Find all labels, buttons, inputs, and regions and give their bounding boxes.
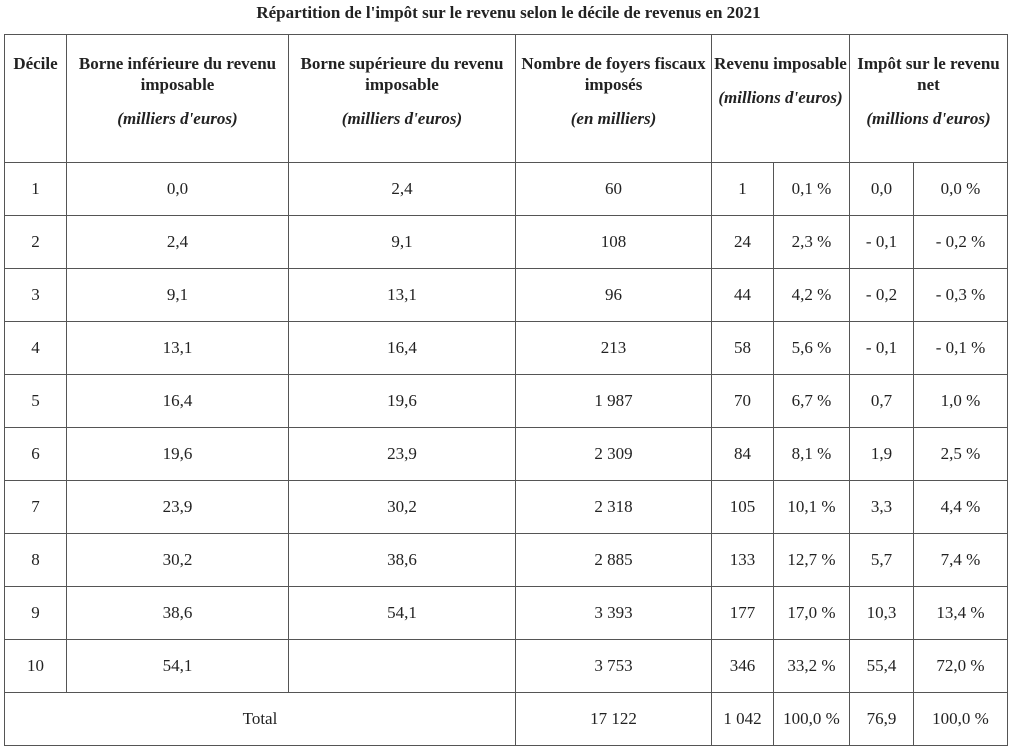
header-net-tax: Impôt sur le revenu net (millions d'euros) [850, 35, 1008, 163]
cell-lower-bound: 16,4 [67, 375, 289, 428]
cell-tax: 1,9 [850, 428, 914, 481]
cell-decile: 8 [5, 534, 67, 587]
cell-tax: 10,3 [850, 587, 914, 640]
cell-tax-pct: 0,0 % [914, 163, 1008, 216]
cell-households: 60 [516, 163, 712, 216]
total-income-pct: 100,0 % [774, 693, 850, 746]
header-upper-bound: Borne supérieure du revenu imposable (milliers d'euros) [289, 35, 516, 163]
cell-upper-bound: 2,4 [289, 163, 516, 216]
total-income: 1 042 [712, 693, 774, 746]
table-row [5, 481, 1008, 534]
cell-income: 133 [712, 534, 774, 587]
cell-households: 2 885 [516, 534, 712, 587]
table-row [5, 163, 1008, 216]
cell-households: 96 [516, 269, 712, 322]
cell-lower-bound: 23,9 [67, 481, 289, 534]
cell-decile: 5 [5, 375, 67, 428]
cell-tax-pct: 7,4 % [914, 534, 1008, 587]
cell-decile: 1 [5, 163, 67, 216]
cell-tax-pct: - 0,2 % [914, 216, 1008, 269]
cell-income: 24 [712, 216, 774, 269]
header-row [5, 35, 1008, 163]
total-row [5, 693, 1008, 746]
cell-upper-bound: 30,2 [289, 481, 516, 534]
cell-decile: 10 [5, 640, 67, 693]
table-row [5, 640, 1008, 693]
header-lower-bound: Borne inférieure du revenu imposable (milliers d'euros) [67, 35, 289, 163]
cell-income-pct: 12,7 % [774, 534, 850, 587]
header-lower-unit: (milliers d'euros) [117, 109, 238, 128]
cell-income: 1 [712, 163, 774, 216]
cell-decile: 2 [5, 216, 67, 269]
total-households: 17 122 [516, 693, 712, 746]
cell-tax: 0,0 [850, 163, 914, 216]
cell-lower-bound: 2,4 [67, 216, 289, 269]
cell-tax: 5,7 [850, 534, 914, 587]
table-row [5, 375, 1008, 428]
cell-tax: - 0,1 [850, 322, 914, 375]
cell-lower-bound: 9,1 [67, 269, 289, 322]
cell-decile: 3 [5, 269, 67, 322]
cell-lower-bound: 54,1 [67, 640, 289, 693]
table-row [5, 587, 1008, 640]
cell-tax-pct: 2,5 % [914, 428, 1008, 481]
cell-income: 44 [712, 269, 774, 322]
cell-decile: 7 [5, 481, 67, 534]
cell-households: 3 393 [516, 587, 712, 640]
table-row [5, 534, 1008, 587]
cell-income-pct: 5,6 % [774, 322, 850, 375]
header-upper-unit: (milliers d'euros) [341, 109, 463, 128]
cell-lower-bound: 38,6 [67, 587, 289, 640]
header-tax-unit: (millions d'euros) [866, 109, 991, 128]
cell-income-pct: 2,3 % [774, 216, 850, 269]
cell-lower-bound: 13,1 [67, 322, 289, 375]
table-row [5, 322, 1008, 375]
cell-households: 2 309 [516, 428, 712, 481]
header-decile: Décile [5, 35, 67, 163]
cell-tax: - 0,2 [850, 269, 914, 322]
cell-income-pct: 4,2 % [774, 269, 850, 322]
cell-income-pct: 6,7 % [774, 375, 850, 428]
cell-income: 177 [712, 587, 774, 640]
cell-upper-bound: 9,1 [289, 216, 516, 269]
cell-income-pct: 17,0 % [774, 587, 850, 640]
cell-households: 1 987 [516, 375, 712, 428]
cell-households: 3 753 [516, 640, 712, 693]
cell-tax-pct: 72,0 % [914, 640, 1008, 693]
cell-tax: - 0,1 [850, 216, 914, 269]
cell-income-pct: 10,1 % [774, 481, 850, 534]
cell-income-pct: 33,2 % [774, 640, 850, 693]
cell-tax: 55,4 [850, 640, 914, 693]
cell-tax: 3,3 [850, 481, 914, 534]
header-taxable-income: Revenu imposable (millions d'euros) [712, 35, 850, 163]
cell-upper-bound: 13,1 [289, 269, 516, 322]
header-income-unit: (millions d'euros) [718, 88, 843, 107]
total-tax: 76,9 [850, 693, 914, 746]
cell-income-pct: 8,1 % [774, 428, 850, 481]
cell-tax-pct: 1,0 % [914, 375, 1008, 428]
cell-tax-pct: - 0,1 % [914, 322, 1008, 375]
table-row [5, 269, 1008, 322]
cell-households: 213 [516, 322, 712, 375]
cell-households: 108 [516, 216, 712, 269]
cell-upper-bound: 54,1 [289, 587, 516, 640]
cell-upper-bound [289, 640, 516, 693]
income-tax-table [4, 34, 1008, 746]
table-caption: Répartition de l'impôt sur le revenu selon le décile de revenus en 2021 [256, 3, 761, 22]
cell-upper-bound: 38,6 [289, 534, 516, 587]
cell-households: 2 318 [516, 481, 712, 534]
cell-income: 70 [712, 375, 774, 428]
cell-upper-bound: 23,9 [289, 428, 516, 481]
cell-income: 346 [712, 640, 774, 693]
header-households-unit: (en milliers) [570, 109, 657, 128]
cell-tax-pct: 13,4 % [914, 587, 1008, 640]
cell-tax-pct: 4,4 % [914, 481, 1008, 534]
cell-income: 84 [712, 428, 774, 481]
cell-lower-bound: 19,6 [67, 428, 289, 481]
cell-decile: 6 [5, 428, 67, 481]
cell-income: 58 [712, 322, 774, 375]
cell-tax: 0,7 [850, 375, 914, 428]
total-tax-pct: 100,0 % [914, 693, 1008, 746]
table-row [5, 216, 1008, 269]
cell-decile: 9 [5, 587, 67, 640]
table-row [5, 428, 1008, 481]
cell-lower-bound: 30,2 [67, 534, 289, 587]
cell-income-pct: 0,1 % [774, 163, 850, 216]
cell-upper-bound: 16,4 [289, 322, 516, 375]
cell-decile: 4 [5, 322, 67, 375]
cell-lower-bound: 0,0 [67, 163, 289, 216]
total-label: Total [5, 693, 516, 746]
cell-tax-pct: - 0,3 % [914, 269, 1008, 322]
cell-upper-bound: 19,6 [289, 375, 516, 428]
header-households: Nombre de foyers fiscaux imposés (en milliers) [516, 35, 712, 163]
cell-income: 105 [712, 481, 774, 534]
